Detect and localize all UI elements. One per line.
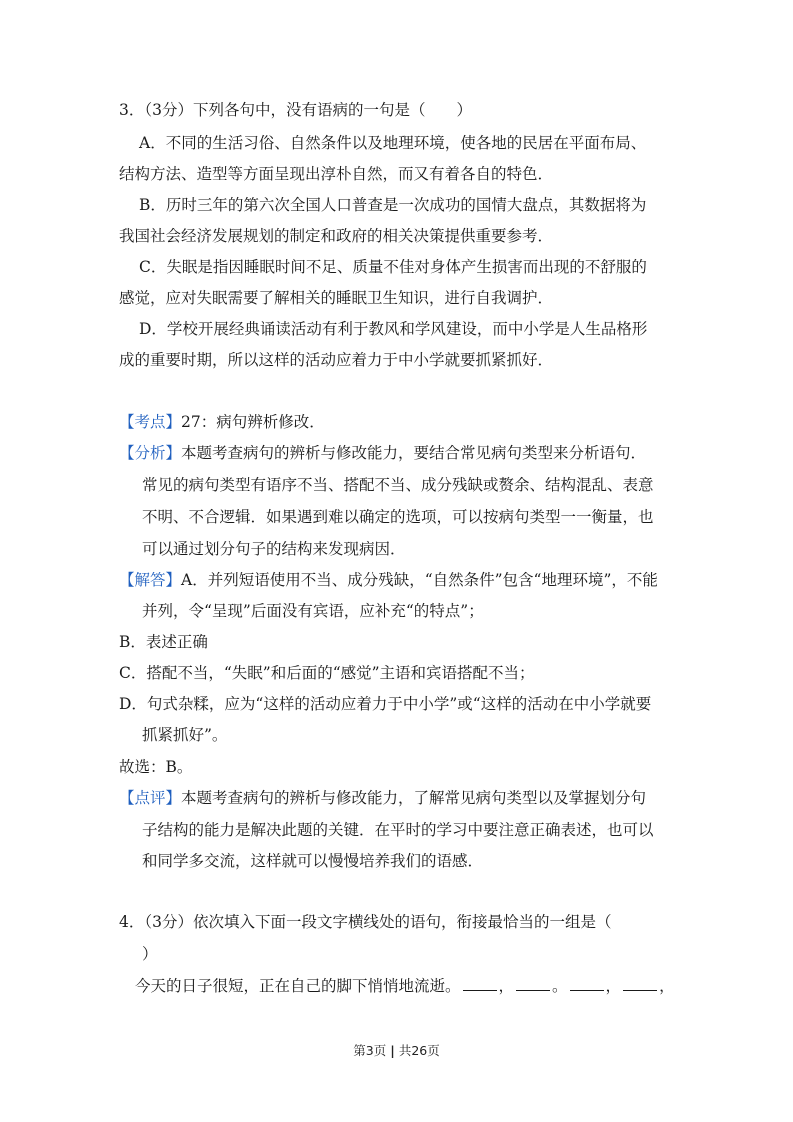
q3-option-c-line1: C．失眠是指因睡眠时间不足、质量不佳对身体产生损害而出现的不舒服的 [139,258,647,276]
answer-b-line: B．表述正确 [119,633,208,651]
q3-option-b-line2: 我国社会经济发展规划的制定和政府的相关决策提供重要参考． [119,227,554,245]
dianping-line-1 [119,788,646,808]
page-number: 第3页 [353,1043,387,1058]
question-4-text [135,976,675,996]
q4-blank-3 [570,976,604,991]
fenxi-tag: 【分析】 [119,444,182,462]
q3-option-a-line1: A．不同的生活习俗、自然条件以及地理环境，使各地的民居在平面布局、 [139,134,647,152]
fenxi-line-4: 可以通过划分句子的结构来发现病因． [142,540,406,558]
kaodian-line [119,412,325,432]
fenxi-line-1 [119,443,646,463]
page-total: 共26页 [398,1043,440,1058]
q3-option-d-line2: 成的重要时期，所以这样的活动应着力于中小学就要抓紧抓好． [119,351,554,369]
q4-sep-1: ， [498,977,515,995]
kaodian-tag: 【考点】 [119,413,182,431]
final-answer: 故选：B。 [119,758,193,776]
jieda-text-1: A．并列短语使用不当、成分残缺，“自然条件”包含“地理环境”，不能 [181,571,658,589]
q3-option-c-line2: 感觉，应对失眠需要了解相关的睡眠卫生知识，进行自我调护． [119,289,554,307]
fenxi-text-1: 本题考查病句的辨析与修改能力，要结合常见病句类型来分析语句． [181,444,647,462]
answer-d-line-2: 抓紧抓好”。 [142,726,228,744]
dianping-text-1: 本题考查病句的辨析与修改能力，了解常见病句类型以及掌握划分句 [181,789,647,807]
dianping-tag: 【点评】 [119,789,182,807]
q4-blank-4 [623,976,657,991]
q4-blank-2 [516,976,550,991]
q4-sep-4: ， [659,977,675,995]
q4-blank-1 [463,976,497,991]
question-4-header-line1: 4．（3分）依次填入下面一段文字横线处的语句，衔接最恰当的一组是（ [119,913,612,931]
question-3-header: 3．（3分）下列各句中，没有语病的一句是（ ） [119,101,472,119]
q4-text-lead: 今天的日子很短，正在自己的脚下悄悄地流逝。 [135,977,461,995]
jieda-line-2: 并列，令“呈现”后面没有宾语，应补充“的特点”； [142,602,484,620]
dianping-line-2: 子结构的能力是解决此题的关键．在平时的学习中要注意正确表述，也可以 [142,821,654,839]
page-footer [0,1041,793,1059]
kaodian-text: 27：病句辨析修改． [181,413,325,431]
q3-option-d-line1: D．学校开展经典诵读活动有利于教风和学风建设，而中小学是人生品格形 [139,320,648,338]
dianping-line-3: 和同学多交流，这样就可以慢慢培养我们的语感． [142,852,484,870]
q4-sep-3: ， [605,977,622,995]
answer-c-line: C．搭配不当，“失眠”和后面的“感觉”主语和宾语搭配不当； [119,664,535,682]
fenxi-line-2: 常见的病句类型有语序不当、搭配不当、成分残缺或赘余、结构混乱、表意 [142,476,654,494]
q3-option-b-line1: B．历时三年的第六次全国人口普查是一次成功的国情大盘点，其数据将为 [139,196,647,214]
footer-separator: | [390,1043,395,1058]
q3-option-a-line2: 结构方法、造型等方面呈现出淳朴自然，而又有着各自的特色． [119,165,554,183]
fenxi-line-3: 不明、不合逻辑．如果遇到难以确定的选项，可以按病句类型一一衡量，也 [142,508,654,526]
q4-sep-2: 。 [552,977,568,995]
jieda-tag: 【解答】 [119,571,182,589]
jieda-line-1 [119,570,658,590]
answer-d-line-1: D．句式杂糅，应为“这样的活动应着力于中小学”或“这样的活动在中小学就要 [119,695,652,713]
question-4-header-line2: ） [142,945,158,963]
